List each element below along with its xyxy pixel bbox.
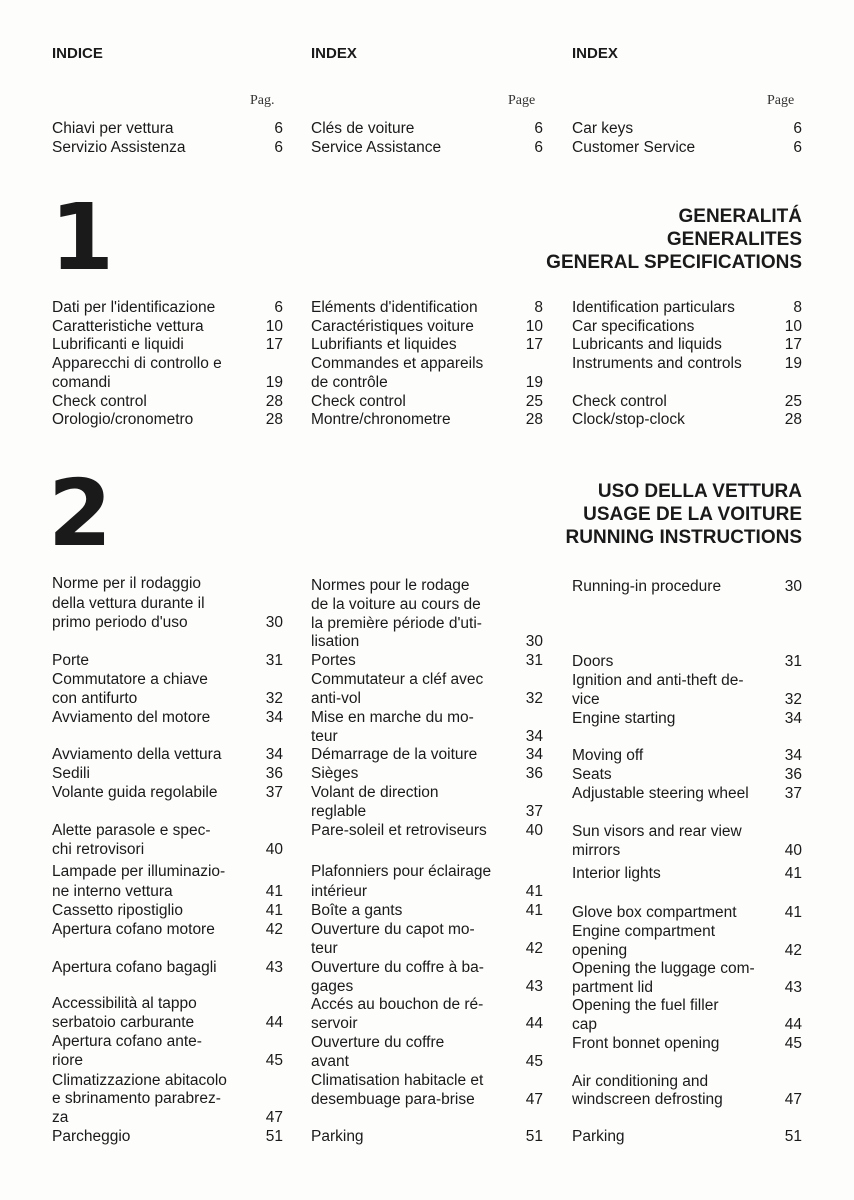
section-2-it-entry-label: Climatizzazione abitacolo xyxy=(52,1072,227,1089)
section-2-it-entry-page-number: 32 xyxy=(265,690,283,707)
section-2-it-entry-page-number: 34 xyxy=(265,746,283,763)
section-2-en-entry-label: Engine compartment xyxy=(572,923,716,940)
section-2-en-entry-label: partment lid xyxy=(572,979,653,996)
section-2-fr-entry-label: Mise en marche du mo- xyxy=(311,709,474,726)
intro-fr-entry-page-number: 6 xyxy=(534,139,543,156)
section-2-en-entry-page-number: 36 xyxy=(784,766,802,783)
section-2-fr-entry-page-number: 47 xyxy=(525,1091,543,1108)
section-1-fr-entry-page-number: 8 xyxy=(534,299,543,316)
intro-en-entry-label: Car keys xyxy=(572,120,634,137)
section-2-it-entry-page-number: 34 xyxy=(265,709,283,726)
section-2-it-entry-label: Sedili xyxy=(52,765,90,782)
section-2-it-entry-label: serbatoio carburante xyxy=(52,1014,195,1031)
section-2-en-entry-page-number: 47 xyxy=(784,1091,802,1108)
section-2-it-entry-label: Lampade per illuminazio- xyxy=(52,863,226,880)
section-1-it-entry-label: comandi xyxy=(52,373,111,391)
section-2-en-entry-label: Seats xyxy=(572,766,612,783)
section-2-en-entry-label: Front bonnet opening xyxy=(572,1035,720,1052)
section-1-it-entry-page-number: 17 xyxy=(265,336,283,354)
section-2-it-entry-label: za xyxy=(52,1109,69,1126)
section-2-fr-entry-page-number: 44 xyxy=(525,1015,543,1032)
section-1-en-entry-page-number: 25 xyxy=(784,392,802,410)
section-2-it-entry-label: Norme per il rodaggio xyxy=(52,575,202,592)
section-2-en-entry-page-number: 42 xyxy=(784,942,802,959)
section-2-en-entry-label: Interior lights xyxy=(572,865,661,882)
section-2-fr-entry-label: gages xyxy=(311,978,354,995)
section-2-en-entry-page-number: 40 xyxy=(784,842,802,859)
section-2-fr-entry-page-number: 51 xyxy=(525,1128,543,1145)
section-2-fr-entry-label: desembuage para-brise xyxy=(311,1091,475,1108)
section-2-fr-entry-label: Sièges xyxy=(311,765,359,782)
section-1-it-entry-page-number: 28 xyxy=(265,411,283,429)
section-2-fr-entry-label: Normes pour le rodage xyxy=(311,577,470,594)
section-2-fr-entry-page-number: 43 xyxy=(525,978,543,995)
page-label-it: Pag. xyxy=(250,93,275,108)
section-1-en-entry-page-number: 19 xyxy=(784,355,802,373)
section-1-en-entry-label: Check control xyxy=(572,392,667,410)
section-1-fr-entry-label: Lubrifiants et liquides xyxy=(311,336,457,354)
intro-it-entry-label: Chiavi per vettura xyxy=(52,120,174,137)
section-2-fr-entry-page-number: 41 xyxy=(525,902,543,919)
section-1-it-entry-page-number: 19 xyxy=(265,373,283,391)
section-2-en-entry-page-number: 43 xyxy=(784,979,802,996)
section-2-it-entry-label: Apertura cofano motore xyxy=(52,921,215,938)
intro-en-entry-page-number: 6 xyxy=(793,120,802,137)
section-2-fr-entry-page-number: 40 xyxy=(525,822,543,839)
header-indice: INDICE xyxy=(52,45,103,62)
section-2-en-entry-page-number: 41 xyxy=(784,904,802,921)
intro-en-entry-page-number: 6 xyxy=(793,139,802,156)
section-2-it-entry-page-number: 31 xyxy=(265,652,283,669)
page-label-en: Page xyxy=(767,93,795,108)
section-1-en-entry-label: Lubricants and liquids xyxy=(572,336,722,354)
section-1-fr-entry-label: Check control xyxy=(311,392,406,410)
section-2-en-entry-label: opening xyxy=(572,942,628,959)
section-1-it-entry-label: Apparecchi di controllo e xyxy=(52,355,222,373)
section-2-fr-entry-label: anti-vol xyxy=(311,690,361,707)
section-2-en-entry-label: cap xyxy=(572,1016,597,1033)
section-2-fr-entry-label: lisation xyxy=(311,633,360,650)
intro-fr-entry-page-number: 6 xyxy=(534,120,543,137)
section-2-title-it: USO DELLA VETTURA xyxy=(597,481,802,502)
header-index-en: INDEX xyxy=(572,45,618,62)
section-2-en-entry-page-number: 45 xyxy=(784,1035,802,1052)
section-2-en-entry-label: Engine starting xyxy=(572,710,676,727)
section-1-it-entry-label: Caratteristiche vettura xyxy=(52,317,204,335)
section-2-fr-entry-label: Ouverture du coffre xyxy=(311,1034,445,1051)
section-1-en-entry-label: Instruments and controls xyxy=(572,355,742,373)
section-1-en-entry-label: Car specifications xyxy=(572,317,695,335)
section-1-fr-entry-page-number: 17 xyxy=(525,336,543,354)
intro-fr-entry-label: Clés de voiture xyxy=(311,120,415,137)
section-2-en-entry-label: Doors xyxy=(572,653,614,670)
section-2-fr-entry-page-number: 30 xyxy=(525,633,543,650)
section-1-fr-entry-label: Eléments d'identification xyxy=(311,299,478,316)
section-1-it-entry-label: Check control xyxy=(52,392,147,410)
section-2-it-entry-page-number: 37 xyxy=(265,784,283,801)
section-2-fr-entry-label: Commutateur a cléf avec xyxy=(311,671,484,688)
section-2-it-entry-page-number: 42 xyxy=(265,921,283,938)
section-2-it-entry-page-number: 51 xyxy=(265,1128,283,1145)
section-2-fr-entry-label: Pare-soleil et retroviseurs xyxy=(311,822,487,839)
section-1-fr-entry-label: Commandes et appareils xyxy=(311,355,484,373)
section-1-en-entry-page-number: 10 xyxy=(784,317,802,335)
section-2-it-entry-label: con antifurto xyxy=(52,690,138,707)
section-2-title-en: RUNNING INSTRUCTIONS xyxy=(565,527,802,548)
section-2-fr-entry-label: Ouverture du coffre à ba- xyxy=(311,959,484,976)
section-2-en-entry-page-number: 32 xyxy=(784,691,802,708)
section-2-it-entry-page-number: 47 xyxy=(265,1109,283,1126)
section-2-it-entry-label: Alette parasole e spec- xyxy=(52,822,211,839)
section-2-fr-entry-label: la première période d'uti- xyxy=(311,615,482,632)
section-1-it-entry-page-number: 28 xyxy=(265,392,283,410)
section-2-it-entry-page-number: 41 xyxy=(265,902,283,919)
section-2-en-entry-label: Opening the luggage com- xyxy=(572,960,755,977)
section-2-it-entry-label: Avviamento della vettura xyxy=(52,746,222,763)
section-2-fr-entry-label: Boîte a gants xyxy=(311,902,403,919)
section-2-it-entry-page-number: 41 xyxy=(265,883,283,900)
section-2-en-entry-page-number: 44 xyxy=(784,1016,802,1033)
section-1-it-entry-page-number: 10 xyxy=(265,317,283,335)
section-2-fr-entry-label: Accés au bouchon de ré- xyxy=(311,996,484,1013)
section-2-it-entry-page-number: 40 xyxy=(265,841,283,858)
section-2-en-entry-label: Adjustable steering wheel xyxy=(572,785,749,802)
section-2-fr-entry-page-number: 45 xyxy=(525,1053,543,1070)
intro-en-entry-label: Customer Service xyxy=(572,139,696,156)
section-2-it-entry-page-number: 36 xyxy=(265,765,283,782)
section-2-en-entry-page-number: 51 xyxy=(784,1128,802,1145)
section-2-it-entry-label: Apertura cofano bagagli xyxy=(52,959,217,976)
section-2-it-entry-label: Parcheggio xyxy=(52,1128,131,1145)
section-2-fr-entry-label: de la voiture au cours de xyxy=(311,596,481,613)
section-2-fr-entry-label: Climatisation habitacle et xyxy=(311,1072,484,1089)
section-1-title-fr: GENERALITES xyxy=(666,229,802,250)
section-1-it-entry-label: Lubrificanti e liquidi xyxy=(52,336,184,354)
section-2-fr-entry-page-number: 34 xyxy=(525,746,543,763)
intro-it-entry-label: Servizio Assistenza xyxy=(52,139,186,156)
intro-it-entry-page-number: 6 xyxy=(274,139,283,156)
section-1-fr-entry-label: de contrôle xyxy=(311,373,388,391)
section-2-en-entry-label: Parking xyxy=(572,1128,625,1145)
section-2-title xyxy=(566,480,802,549)
intro-it-entry-page-number: 6 xyxy=(274,120,283,137)
section-1-fr-entry-page-number: 19 xyxy=(525,373,543,391)
section-2-it-entry-label: Accessibilità al tappo xyxy=(52,995,197,1012)
section-2-en-entry-page-number: 30 xyxy=(784,578,802,595)
section-2-it-entry-label: Cassetto ripostiglio xyxy=(52,902,183,919)
section-2-en-entry-page-number: 37 xyxy=(784,785,802,802)
section-2-en-entry-label: Glove box compartment xyxy=(572,904,737,921)
section-2-it-entry-label: Avviamento del motore xyxy=(52,709,211,726)
section-2-fr-entry-label: servoir xyxy=(311,1015,358,1032)
section-2-it-entry-label: chi retrovisori xyxy=(52,841,145,858)
section-2-fr-entry-page-number: 42 xyxy=(525,940,543,957)
section-2-fr-entry-label: Plafonniers pour éclairage xyxy=(311,863,492,880)
section-2-it-entry-label: riore xyxy=(52,1052,84,1069)
section-2-en-entry-label: Ignition and anti-theft de- xyxy=(572,672,744,689)
section-1-it-entry-page-number: 6 xyxy=(274,299,283,316)
section-1-it-entry-label: Dati per l'identificazione xyxy=(52,299,216,316)
section-2-en-entry-label: Moving off xyxy=(572,747,644,764)
section-1-en-entry-page-number: 28 xyxy=(784,411,802,429)
section-2-it-entry-label: Commutatore a chiave xyxy=(52,671,208,688)
section-2-it-entry-page-number: 44 xyxy=(265,1014,283,1031)
section-2-fr-entry-label: teur xyxy=(311,728,338,745)
section-2-en-entry-page-number: 41 xyxy=(784,865,802,882)
section-2-fr-entry-page-number: 36 xyxy=(525,765,543,782)
section-2-it-entry-page-number: 45 xyxy=(265,1052,283,1069)
section-2-fr-entry-label: Volant de direction xyxy=(311,784,439,801)
section-1-en-entry-page-number: 8 xyxy=(793,299,802,316)
section-2-it-entry-page-number: 43 xyxy=(265,959,283,976)
section-2-fr-entry-label: Portes xyxy=(311,652,356,669)
section-2-it-entry-label: della vettura durante il xyxy=(52,595,205,612)
section-2-fr-entry-label: Ouverture du capot mo- xyxy=(311,921,475,938)
section-1-fr-entry-page-number: 10 xyxy=(525,317,543,335)
section-2-it-entry-label: Apertura cofano ante- xyxy=(52,1033,202,1050)
page-label-fr: Page xyxy=(508,93,536,108)
section-2-fr-entry-label: Démarrage de la voiture xyxy=(311,746,478,763)
section-2-en-entry-label: Sun visors and rear view xyxy=(572,823,742,840)
section-2-fr-entry-page-number: 37 xyxy=(525,803,543,820)
section-2-en-entry-label: Running-in procedure xyxy=(572,578,722,595)
section-2-en-entry-page-number: 31 xyxy=(784,653,802,670)
section-2-it-entry-label: e sbrinamento parabrez- xyxy=(52,1090,221,1107)
section-2-title-fr: USAGE DE LA VOITURE xyxy=(583,504,802,525)
section-1-fr-entry-label: Caractéristiques voiture xyxy=(311,317,474,335)
section-2-fr-entry-page-number: 41 xyxy=(525,883,543,900)
section-1-en-entry-label: Identification particulars xyxy=(572,299,735,316)
intro-fr-entry-label: Service Assistance xyxy=(311,139,442,156)
section-1-en-entry-page-number: 17 xyxy=(784,336,802,354)
section-2-en-entry-label: Opening the fuel filler xyxy=(572,997,719,1014)
section-2-en-entry-label: Air conditioning and xyxy=(572,1073,709,1090)
section-1-title-en: GENERAL SPECIFICATIONS xyxy=(546,252,802,273)
section-2-fr-entry-page-number: 34 xyxy=(525,728,543,745)
section-2-en-entry-page-number: 34 xyxy=(784,710,802,727)
section-2-fr-entry-page-number: 31 xyxy=(525,652,543,669)
section-2-en-entry-label: mirrors xyxy=(572,842,621,859)
section-1-en-entry-label: Clock/stop-clock xyxy=(572,411,685,429)
section-1-fr-entry-page-number: 25 xyxy=(525,392,543,410)
section-2-fr-entry-label: Parking xyxy=(311,1128,364,1145)
section-2-it-entry-label: ne interno vettura xyxy=(52,883,173,900)
section-2-it-entry-label: primo periodo d'uso xyxy=(52,614,188,631)
section-2-en-entry-page-number: 34 xyxy=(784,747,802,764)
section-2-it-entry-label: Volante guida regolabile xyxy=(52,784,218,801)
section-2-fr-entry-label: reglable xyxy=(311,803,367,820)
section-2-fr-entry-label: teur xyxy=(311,940,338,957)
section-2-fr-entry-label: avant xyxy=(311,1053,349,1070)
section-1-title-it: GENERALITÁ xyxy=(678,206,802,227)
section-2-fr-entry-page-number: 32 xyxy=(525,690,543,707)
section-2-it-entry-label: Porte xyxy=(52,652,90,669)
section-2-fr-entry-label: intérieur xyxy=(311,883,367,900)
section-1-title xyxy=(546,205,802,274)
section-1-it-entry-label: Orologio/cronometro xyxy=(52,411,194,429)
section-2-en-entry-label: windscreen defrosting xyxy=(572,1091,723,1108)
section-2-it-entry-page-number: 30 xyxy=(265,614,283,631)
section-number-2: 2 xyxy=(48,460,113,567)
section-1-fr-entry-page-number: 28 xyxy=(525,411,543,429)
section-number-1: 1 xyxy=(50,184,115,291)
section-2-en-entry-label: vice xyxy=(572,691,600,708)
header-index-fr: INDEX xyxy=(311,45,357,62)
section-1-fr-entry-label: Montre/chronometre xyxy=(311,411,451,429)
